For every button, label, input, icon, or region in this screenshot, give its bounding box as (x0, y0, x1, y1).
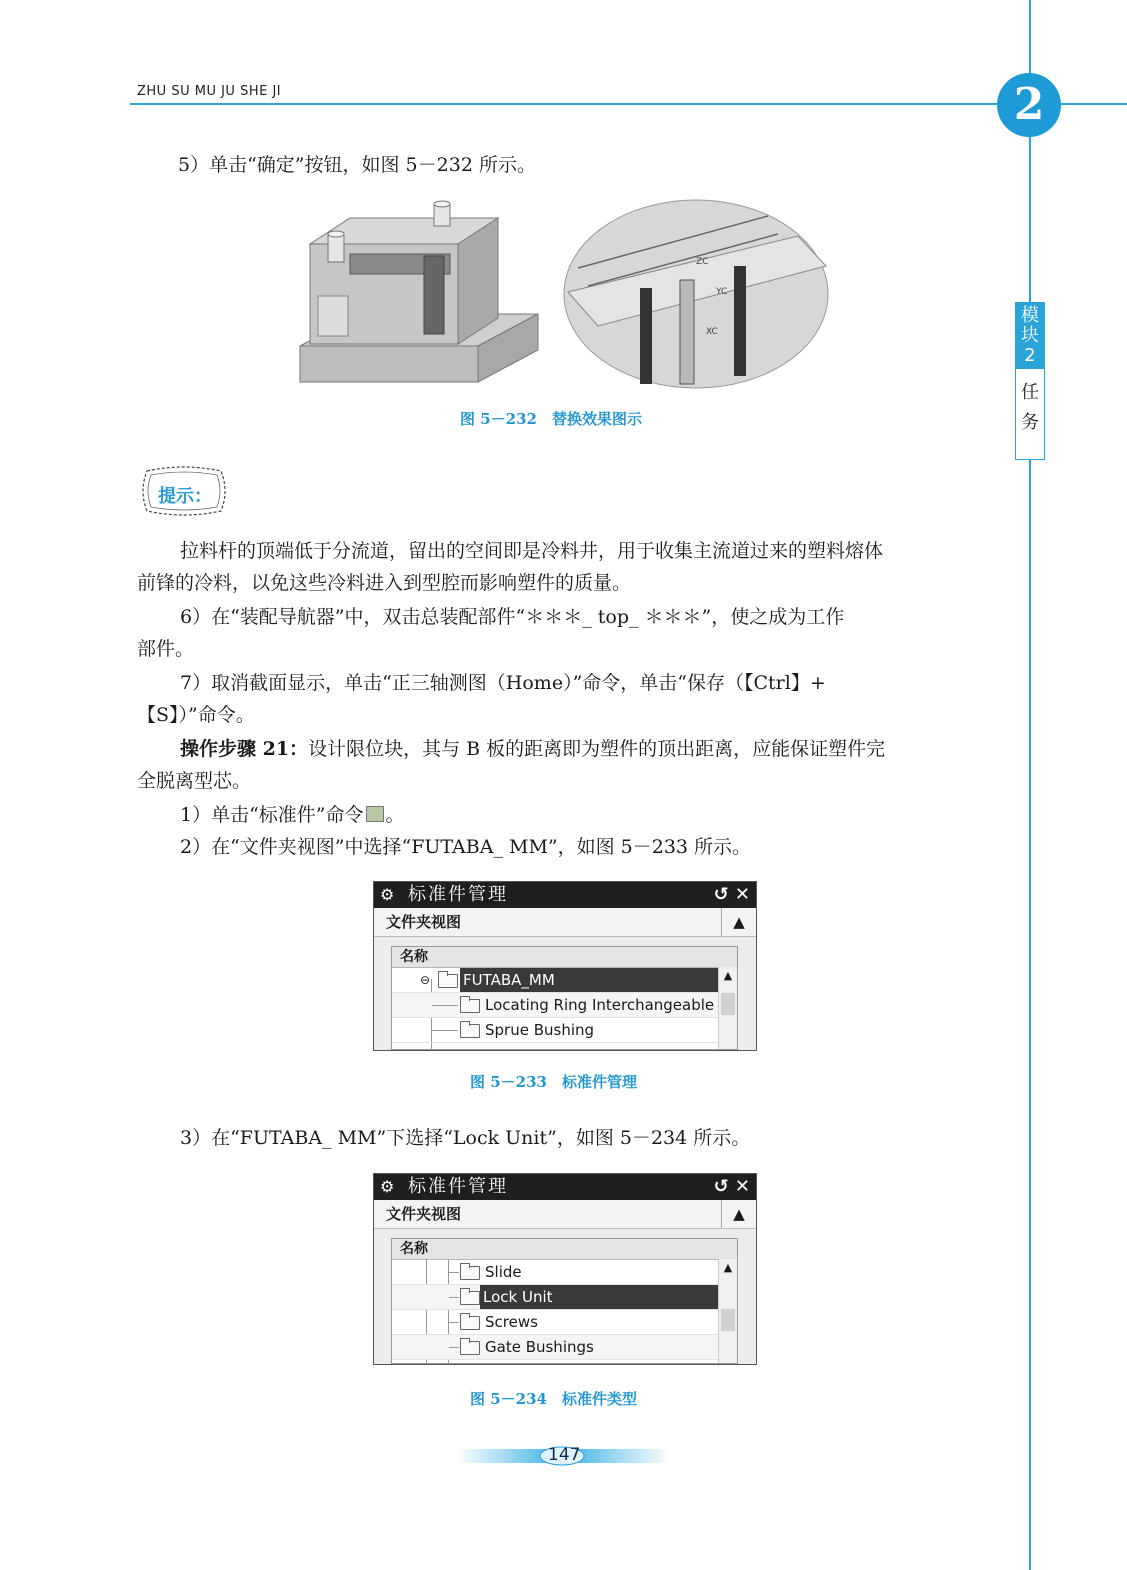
tree-branch-line (449, 1272, 459, 1273)
dialog-1-title-buttons[interactable]: ↺ ✕ (713, 884, 750, 905)
page-number: 147 (548, 1445, 581, 1465)
sub-step-1-end: 。 (385, 804, 405, 826)
module-tab-top (1016, 303, 1044, 369)
hint-text-line-2: 前锋的冷料，以免这些冷料进入到型腔而影响塑件的质量。 (137, 572, 632, 594)
module-char-1: 模 (1021, 305, 1039, 326)
step-5-text: 5）单击“确定”按钮，如图 5－232 所示。 (178, 154, 536, 176)
figure-5-233-caption: 图 5－233 标准件管理 (470, 1073, 637, 1091)
gear-icon[interactable]: ⚙ (380, 1177, 395, 1196)
figure-5-234-caption: 图 5－234 标准件类型 (470, 1390, 637, 1408)
module-char-2: 块 (1021, 325, 1039, 346)
folder-icon (460, 1024, 480, 1038)
sub-step-1 (180, 800, 405, 827)
tree-row-label: Screws (485, 1313, 538, 1331)
operation-step-21-line-2: 全脱离型芯。 (137, 770, 252, 792)
tree-branch-line (432, 1005, 458, 1006)
tree-branch-line (449, 1347, 459, 1348)
task-char-1: 任 (1021, 382, 1039, 403)
folder-icon (460, 999, 480, 1013)
scroll-thumb[interactable] (721, 1309, 735, 1331)
step-7-line-1: 7）取消截面显示，单击“正三轴测图（Home）”命令，单击“保存（【Ctrl】+ (180, 672, 826, 694)
folder-view-section-header[interactable] (374, 1200, 756, 1229)
tree-row-label: FUTABA_MM (460, 968, 720, 992)
chapter-badge: 2 (997, 73, 1061, 137)
dialog-2-titlebar (374, 1174, 756, 1200)
step-6-line-1: 6）在“装配导航器”中，双击总装配部件“＊＊＊_ top_ ＊＊＊”，使之成为工作 (180, 606, 845, 628)
gear-icon[interactable]: ⚙ (380, 885, 395, 904)
collapse-chevron-icon[interactable]: ▲ (721, 908, 756, 936)
hint-text-line-1: 拉料杆的顶端低于分流道，留出的空间即是冷料井，用于收集主流道过来的塑料熔体 (180, 540, 884, 562)
operation-step-21-line-1 (180, 734, 885, 761)
tree-row-label: Lock Unit (480, 1285, 720, 1309)
dialog-1-title: 标准件管理 (408, 884, 508, 905)
standard-part-manager-dialog-2 (373, 1173, 757, 1365)
folder-icon (438, 974, 458, 988)
mold-assembly-image (300, 201, 538, 382)
sub-step-1-text: 1）单击“标准件”命令 (180, 804, 364, 826)
sub-step-3: 3）在“FUTABA_ MM”下选择“Lock Unit”，如图 5－234 所示。 (180, 1127, 751, 1149)
tree-row-slide[interactable] (392, 1260, 737, 1285)
step-7-line-2: 【S】）”命令。 (137, 704, 255, 726)
step-6-line-2: 部件。 (137, 638, 195, 660)
tree-row-label: Sprue Bushing (485, 1021, 595, 1039)
folder-view-section-header[interactable] (374, 908, 756, 937)
folder-icon (460, 1291, 480, 1305)
tree-scrollbar[interactable] (718, 967, 737, 1049)
folder-icon (460, 1341, 480, 1355)
figure-5-232-caption: 图 5－232 替换效果图示 (460, 410, 642, 428)
xc-axis-label: XC (706, 327, 718, 337)
collapse-chevron-icon[interactable]: ▲ (721, 1200, 756, 1228)
tree-column-name: 名称 (392, 947, 737, 968)
scroll-up-icon[interactable]: ▲ (723, 969, 733, 982)
scroll-up-icon[interactable]: ▲ (723, 1261, 733, 1274)
sub-step-2: 2）在“文件夹视图”中选择“FUTABA_ MM”，如图 5－233 所示。 (180, 836, 752, 858)
tree-row-label: Locating Ring Interchangeable (485, 996, 715, 1014)
tree-row-gate-bushings[interactable] (392, 1335, 737, 1360)
running-head: ZHU SU MU JU SHE JI (137, 84, 282, 99)
folder-tree-2 (391, 1238, 738, 1364)
figure-5-232 (298, 196, 830, 392)
folder-view-label: 文件夹视图 (386, 1205, 462, 1223)
header-rule (130, 103, 1127, 105)
folder-icon (460, 1316, 480, 1330)
operation-step-21-text: 设计限位块，其与 B 板的距离即为塑件的顶出距离，应能保证塑件完 (308, 738, 886, 760)
tree-column-name: 名称 (392, 1239, 737, 1260)
folder-view-label: 文件夹视图 (386, 913, 462, 931)
module-number: 2 (1024, 345, 1036, 366)
standard-part-manager-dialog-1 (373, 881, 757, 1051)
zc-axis-label: ZC (696, 257, 709, 267)
hint-label: 提示： (158, 486, 212, 507)
cold-slug-detail-image (564, 200, 828, 388)
scroll-thumb[interactable] (721, 993, 735, 1015)
collapse-toggle-icon[interactable]: ⊖ (420, 973, 431, 987)
tree-row-locating-ring[interactable] (392, 993, 737, 1018)
dialog-2-title-buttons[interactable]: ↺ ✕ (713, 1176, 750, 1197)
module-side-tab (1015, 302, 1045, 460)
dialog-2-title: 标准件管理 (408, 1176, 508, 1197)
dialog-1-titlebar (374, 882, 756, 908)
task-tab-bottom (1016, 369, 1044, 433)
operation-step-21-label: 操作步骤 21： (180, 738, 309, 760)
tree-row-sprue-bushing[interactable] (392, 1018, 737, 1043)
tree-scrollbar[interactable] (718, 1259, 737, 1363)
tree-row-label: Gate Bushings (485, 1338, 594, 1356)
task-char-2: 务 (1021, 412, 1039, 433)
tree-row-futaba-mm[interactable] (392, 968, 737, 993)
tree-branch-line (449, 1322, 459, 1323)
tree-row-screws[interactable] (392, 1310, 737, 1335)
folder-tree-1 (391, 946, 738, 1050)
standard-part-icon (366, 806, 384, 822)
tree-branch-line (432, 1030, 458, 1031)
tree-row-label: Slide (485, 1263, 522, 1281)
yc-axis-label: YC (716, 287, 728, 297)
folder-icon (460, 1266, 480, 1280)
tree-row-lock-unit[interactable] (392, 1285, 737, 1310)
tree-branch-line (449, 1297, 459, 1298)
margin-rule (1029, 0, 1031, 1570)
